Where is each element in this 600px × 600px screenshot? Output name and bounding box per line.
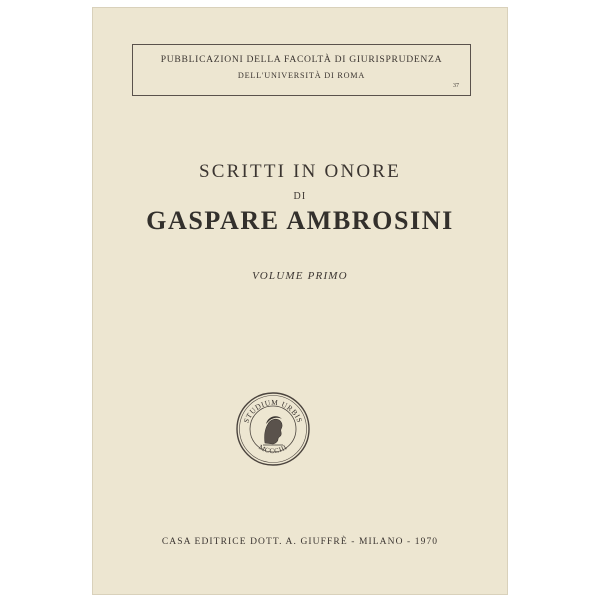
svg-text:STUDIUM URBIS: STUDIUM URBIS [241, 397, 305, 425]
title-connector: DI [293, 191, 307, 202]
title-page [93, 8, 507, 594]
title-line: SCRITTI IN ONORE [199, 161, 401, 182]
honoree-name: GASPARE AMBROSINI [146, 206, 454, 235]
series-box [132, 44, 471, 96]
university-seal-icon [235, 391, 311, 467]
publisher-imprint: CASA EDITRICE DOTT. A. GIUFFRÈ - MILANO - 1970 [161, 537, 439, 547]
volume-label: VOLUME PRIMO [252, 270, 348, 282]
series-number: 37 [453, 83, 459, 89]
series-institution: DELL'UNIVERSITÀ DI ROMA [237, 71, 366, 80]
series-title: PUBBLICAZIONI DELLA FACOLTÀ DI GIURISPRUDENZA [160, 54, 443, 65]
svg-text:MCCCIII: MCCCIII [257, 443, 289, 456]
